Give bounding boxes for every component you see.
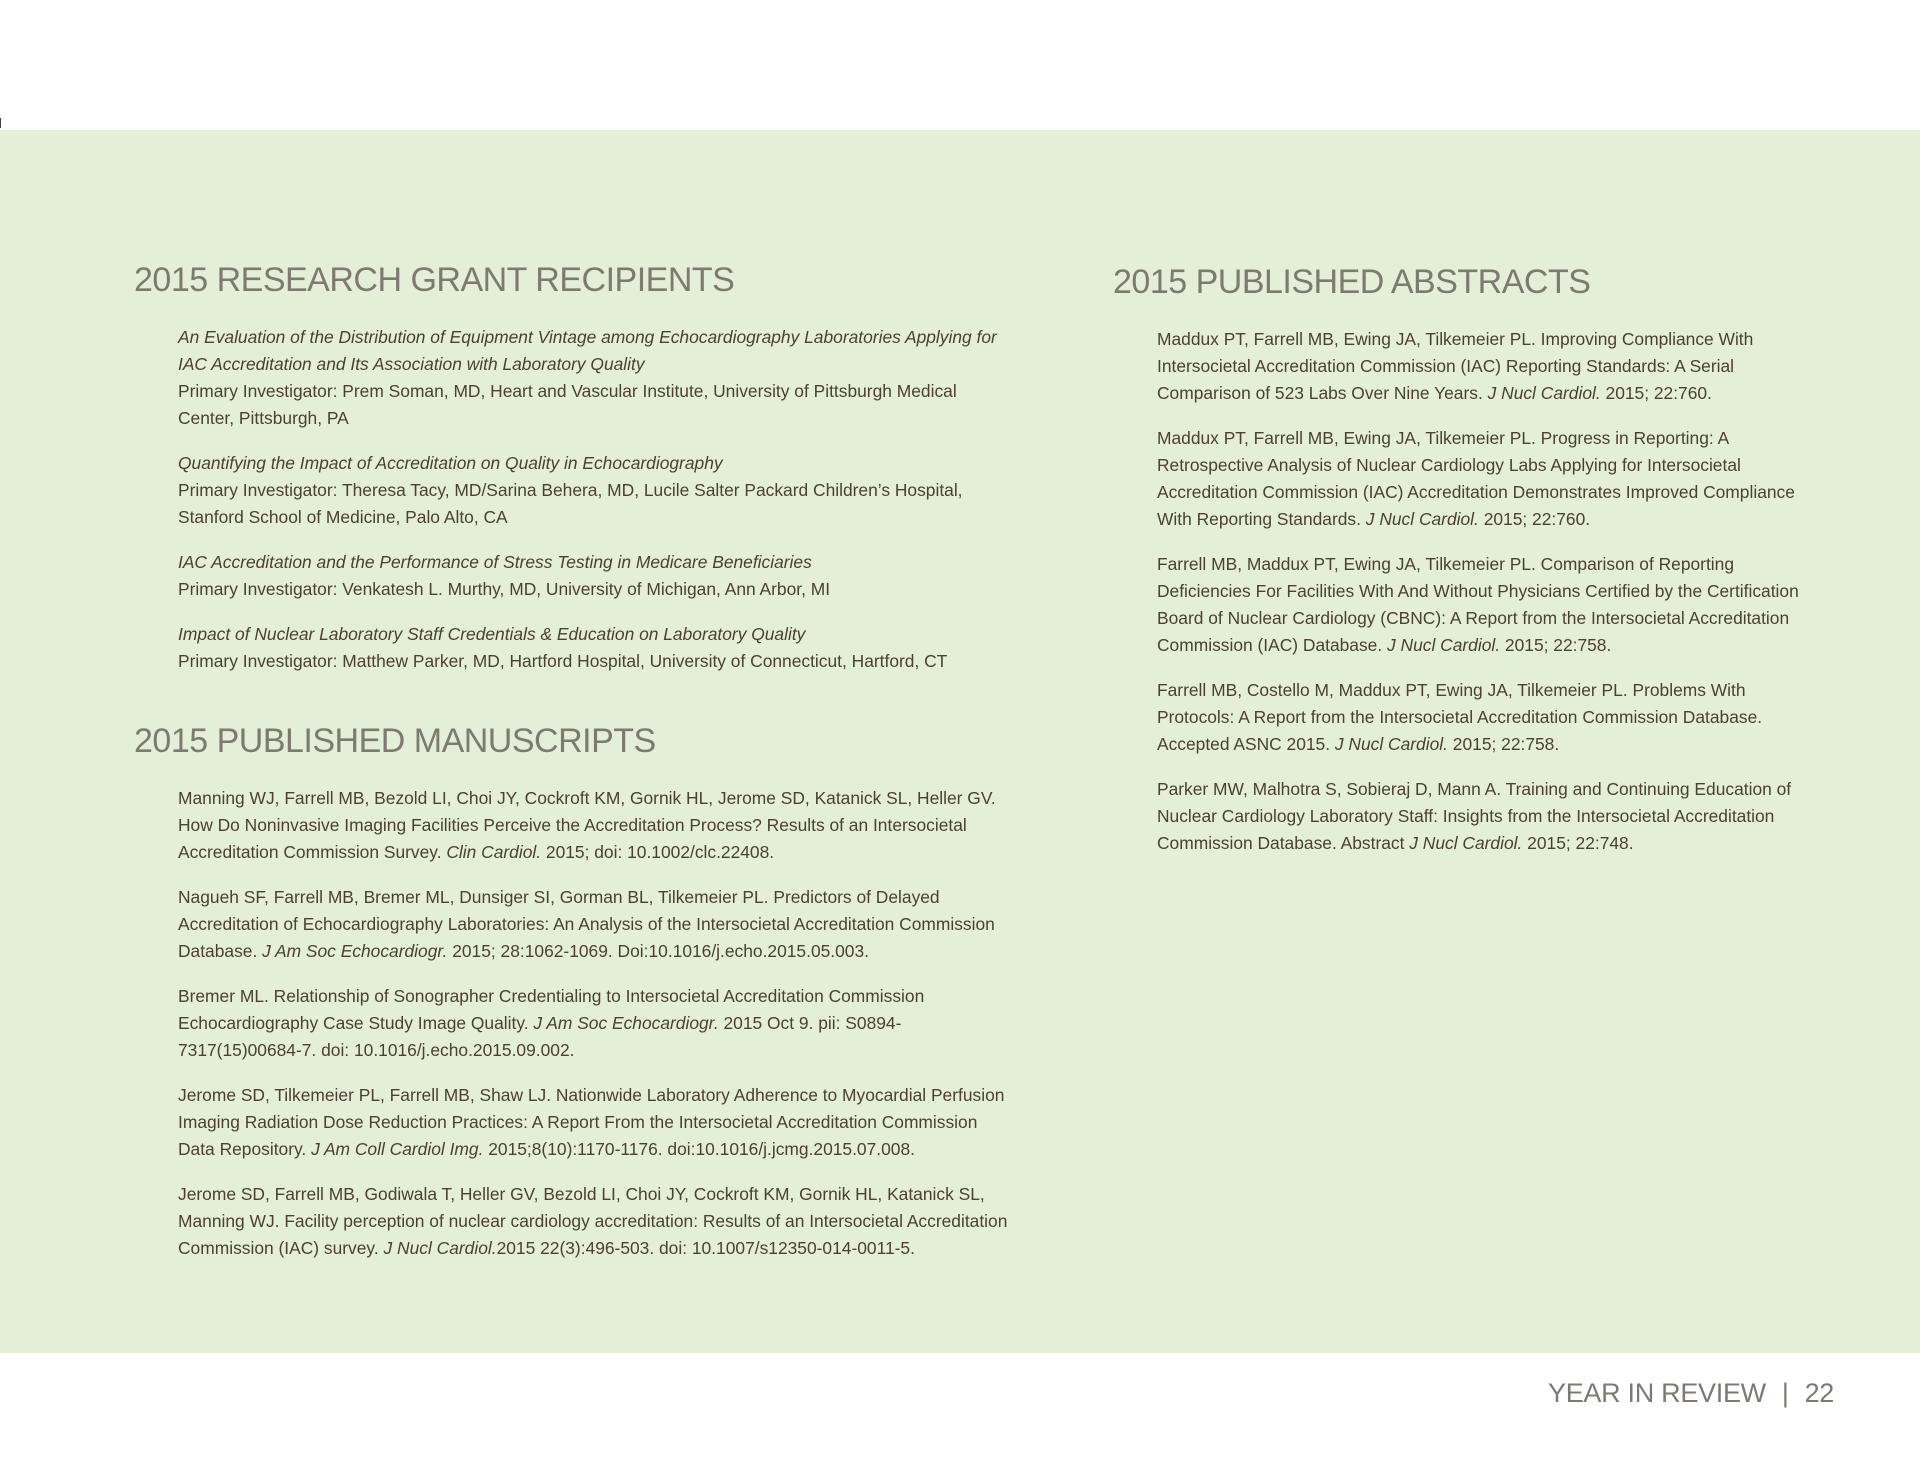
grant-investigator: Primary Investigator: Matthew Parker, MD, Hartford Hospital, University of Connecticut, Hartford, CT — [178, 651, 948, 671]
right-column — [1113, 260, 1813, 875]
citation-text: Manning WJ, Farrell MB, Bezold LI, Choi JY, Cockroft KM, Gornik HL, Jerome SD, Katanick SL, Heller GV. How Do Noninvasive Imaging Facilities Perceive the Accreditation Process? Results of an Intersocietal Accreditation Commission Survey. — [178, 788, 996, 862]
journal-name: J Am Soc Echocardiogr. — [262, 941, 448, 961]
journal-name: J Am Coll Cardiol Img. — [311, 1139, 484, 1159]
grant-title: An Evaluation of the Distribution of Equipment Vintage among Echocardiography Laboratories Applying for IAC Accreditation and Its Association with Laboratory Quality — [178, 327, 997, 374]
journal-name: Clin Cardiol. — [446, 842, 542, 862]
citation-details: 2015; doi: 10.1002/clc.22408. — [541, 842, 775, 862]
grant-title: Quantifying the Impact of Accreditation on Quality in Echocardiography — [178, 453, 723, 473]
citation-text: Nagueh SF, Farrell MB, Bremer ML, Dunsiger SI, Gorman BL, Tilkemeier PL. Predictors of Delayed Accreditation of Echocardiography Laboratories: An Analysis of the Intersocietal Accreditation Commission Database. — [178, 887, 995, 961]
citation-details: 2015; 22:760. — [1600, 383, 1712, 403]
citation-details: 2015; 22:758. — [1447, 734, 1560, 754]
manuscript-entry — [178, 884, 1014, 965]
grant-title: IAC Accreditation and the Performance of Stress Testing in Medicare Beneficiaries — [178, 552, 812, 572]
abstracts-heading: 2015 PUBLISHED ABSTRACTS — [1113, 263, 1591, 301]
journal-name: J Nucl Cardiol. — [1487, 383, 1601, 403]
grant-entry — [178, 324, 1014, 432]
grants-heading: 2015 RESEARCH GRANT RECIPIENTS — [134, 261, 735, 299]
abstract-entry — [1157, 677, 1813, 758]
manuscripts-list — [134, 785, 1014, 1262]
manuscript-entry — [178, 1082, 1014, 1163]
grant-entry — [178, 450, 1014, 531]
abstract-entry — [1157, 425, 1813, 533]
citation-text: Bremer ML. Relationship of Sonographer Credentialing to Intersocietal Accreditation Commission Echocardiography Case Study Image Quality. — [178, 986, 925, 1033]
citation-text: Jerome SD, Tilkemeier PL, Farrell MB, Shaw LJ. Nationwide Laboratory Adherence to Myocardial Perfusion Imaging Radiation Dose Reduction Practices: A Report From the Intersocietal Accreditation Commission Data Repository. — [178, 1085, 1005, 1159]
journal-name: J Nucl Cardiol. — [1334, 734, 1448, 754]
citation-details: 2015; 22:748. — [1522, 833, 1634, 853]
citation-details: 2015; 22:758. — [1500, 635, 1612, 655]
journal-name: J Am Soc Echocardiogr. — [533, 1013, 719, 1033]
citation-text: Maddux PT, Farrell MB, Ewing JA, Tilkemeier PL. Progress in Reporting: A Retrospective Analysis of Nuclear Cardiology Labs Applying for Intersocietal Accreditation Commission (IAC) Accreditation Demonstrates Improved Compliance With Reporting Standards. — [1157, 428, 1795, 529]
citation-text: Jerome SD, Farrell MB, Godiwala T, Heller GV, Bezold LI, Choi JY, Cockroft KM, Gornik HL, Katanick SL, Manning WJ. Facility perception of nuclear cardiology accreditation: Results of an Intersocietal Accreditation Commission (IAC) survey. — [178, 1184, 1008, 1258]
crop-mark — [0, 118, 1, 128]
citation-text: Farrell MB, Costello M, Maddux PT, Ewing JA, Tilkemeier PL. Problems With Protocols: A Report from the Intersocietal Accreditation Commission Database. Accepted ASNC 2015. — [1157, 680, 1763, 754]
grant-investigator: Primary Investigator: Theresa Tacy, MD/Sarina Behera, MD, Lucile Salter Packard Children’s Hospital, Stanford School of Medicine, Palo Alto, CA — [178, 480, 963, 527]
manuscript-entry — [178, 983, 1014, 1064]
journal-name: J Nucl Cardiol. — [1409, 833, 1523, 853]
grants-section — [134, 258, 1014, 675]
citation-details: 2015;8(10):1170-1176. doi:10.1016/j.jcmg.2015.07.008. — [483, 1139, 915, 1159]
journal-name: J Nucl Cardiol. — [1365, 509, 1479, 529]
abstracts-list — [1113, 326, 1813, 857]
grant-title: Impact of Nuclear Laboratory Staff Credentials & Education on Laboratory Quality — [178, 624, 806, 644]
abstract-entry — [1157, 551, 1813, 659]
citation-text: Maddux PT, Farrell MB, Ewing JA, Tilkemeier PL. Improving Compliance With Intersocietal Accreditation Commission (IAC) Reporting Standards: A Serial Comparison of 523 Labs Over Nine Years. — [1157, 329, 1754, 403]
manuscripts-heading: 2015 PUBLISHED MANUSCRIPTS — [134, 722, 656, 760]
footer-label: YEAR IN REVIEW — [1548, 1378, 1766, 1408]
citation-text: Parker MW, Malhotra S, Sobieraj D, Mann A. Training and Continuing Education of Nuclear Cardiology Laboratory Staff: Insights from the Intersocietal Accreditation Commission Database. Abstract — [1157, 779, 1792, 853]
abstracts-section — [1113, 260, 1813, 857]
citation-details: 2015; 28:1062-1069. Doi:10.1016/j.echo.2015.05.003. — [447, 941, 869, 961]
journal-name: J Nucl Cardiol. — [383, 1238, 497, 1258]
citation-details: 2015 22(3):496-503. doi: 10.1007/s12350-014-0011-5. — [496, 1238, 915, 1258]
grant-entry — [178, 621, 1014, 675]
journal-name: J Nucl Cardiol. — [1387, 635, 1501, 655]
manuscripts-section — [134, 719, 1014, 1262]
manuscript-entry — [178, 785, 1014, 866]
abstract-entry — [1157, 326, 1813, 407]
grants-list — [134, 324, 1014, 675]
page-footer — [1548, 1378, 1834, 1409]
footer-separator: | — [1781, 1378, 1789, 1408]
left-column — [134, 258, 1014, 1280]
manuscript-entry — [178, 1181, 1014, 1262]
page-number: 22 — [1804, 1378, 1834, 1408]
citation-text: Farrell MB, Maddux PT, Ewing JA, Tilkemeier PL. Comparison of Reporting Deficiencies For Facilities With And Without Physicians Certified by the Certification Board of Nuclear Cardiology (CBNC): A Report from the Intersocietal Accreditation Commission (IAC) Database. — [1157, 554, 1799, 655]
grant-investigator: Primary Investigator: Prem Soman, MD, Heart and Vascular Institute, University of Pittsburgh Medical Center, Pittsburgh, PA — [178, 381, 957, 428]
grant-investigator: Primary Investigator: Venkatesh L. Murthy, MD, University of Michigan, Ann Arbor, MI — [178, 579, 831, 599]
abstract-entry — [1157, 776, 1813, 857]
citation-details: 2015; 22:760. — [1478, 509, 1591, 529]
citation-details: 2015 Oct 9. pii: S0894-7317(15)00684-7. doi: 10.1016/j.echo.2015.09.002. — [178, 1013, 902, 1060]
grant-entry — [178, 549, 1014, 603]
